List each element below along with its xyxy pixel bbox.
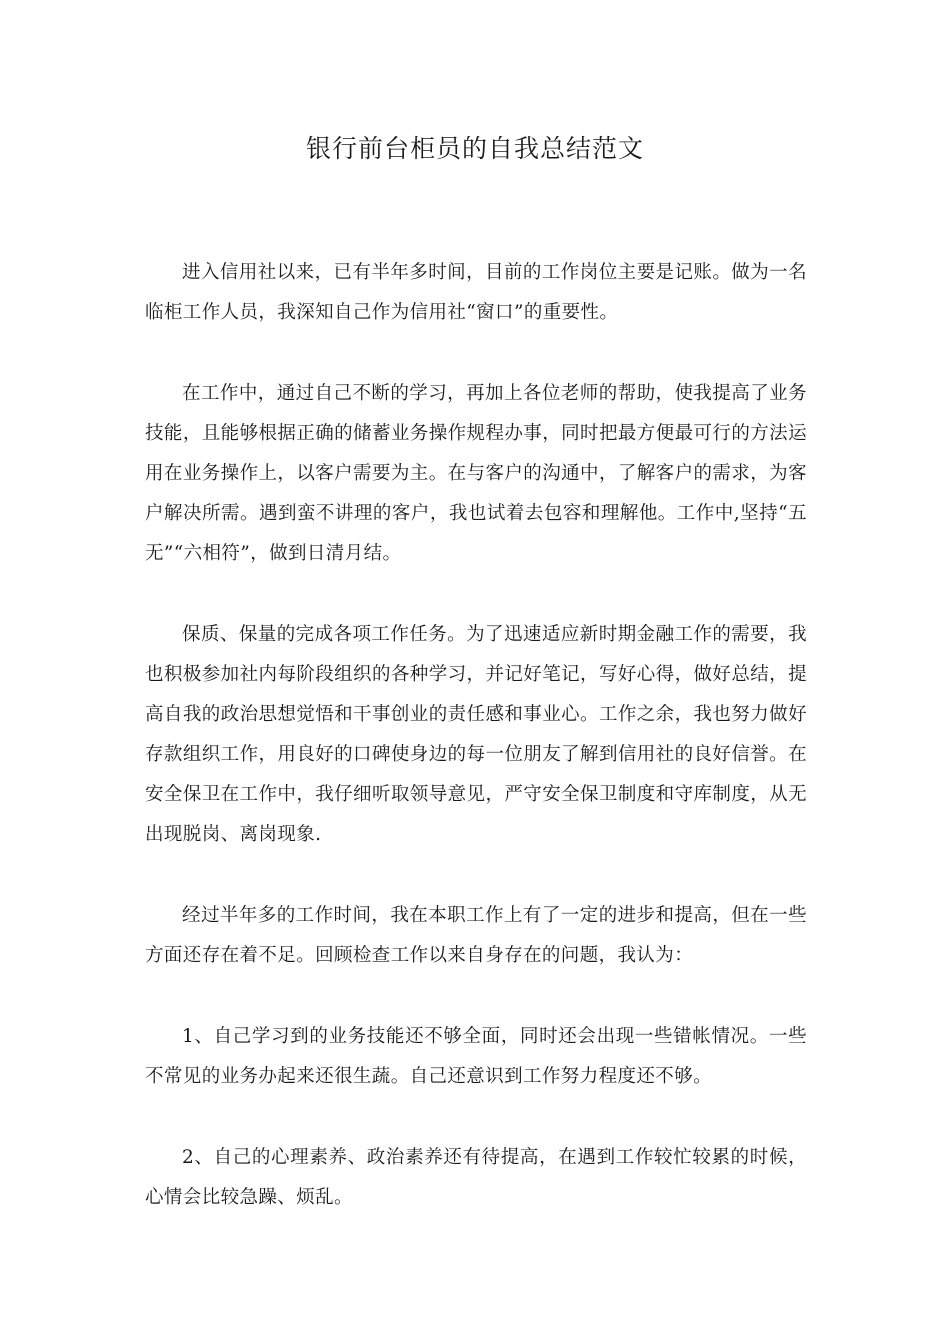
document-title: 银行前台柜员的自我总结范文 <box>305 134 644 163</box>
paragraph-intro: 进入信用社以来，已有半年多时间，目前的工作岗位主要是记账。做为一名临柜工作人员，我深知自己作为信用社“窗口”的重要性。 <box>145 262 807 323</box>
paragraph-shortcoming-2: 2、自己的心理素养、政治素养还有待提高，在遇到工作较忙较累的时候，心情会比较急躁、烦乱。 <box>145 1147 807 1208</box>
paragraph-work-skills: 在工作中，通过自己不断的学习，再加上各位老师的帮助，使我提高了业务技能，且能够根据正确的储蓄业务操作规程办事，同时把最方便最可行的方法运用在业务操作上，以客户需要为主。在与客户的沟通中，了解客户的需求，为客户解决所需。遇到蛮不讲理的客户，我也试着去包容和理解他。工作中,坚持“五无”“六相符”，做到日清月结。 <box>145 383 807 564</box>
document-body <box>145 253 807 1259</box>
paragraph-shortcoming-1: 1、自己学习到的业务技能还不够全面，同时还会出现一些错帐情况。一些不常见的业务办起来还很生蔬。自己还意识到工作努力程度还不够。 <box>145 1026 807 1087</box>
paragraph-tasks-security: 保质、保量的完成各项工作任务。为了迅速适应新时期金融工作的需要，我也积极参加社内每阶段组织的各种学习，并记好笔记，写好心得，做好总结，提高自我的政治思想觉悟和干事创业的责任感和事业心。工作之余，我也努力做好存款组织工作，用良好的口碑使身边的每一位朋友了解到信用社的良好信誉。在安全保卫在工作中，我仔细听取领导意见，严守安全保卫制度和守库制度，从无出现脱岗、离岗现象. <box>145 624 807 845</box>
paragraph-shortcomings-intro: 经过半年多的工作时间，我在本职工作上有了一定的进步和提高，但在一些方面还存在着不足。回顾检查工作以来自身存在的问题，我认为： <box>145 905 807 966</box>
